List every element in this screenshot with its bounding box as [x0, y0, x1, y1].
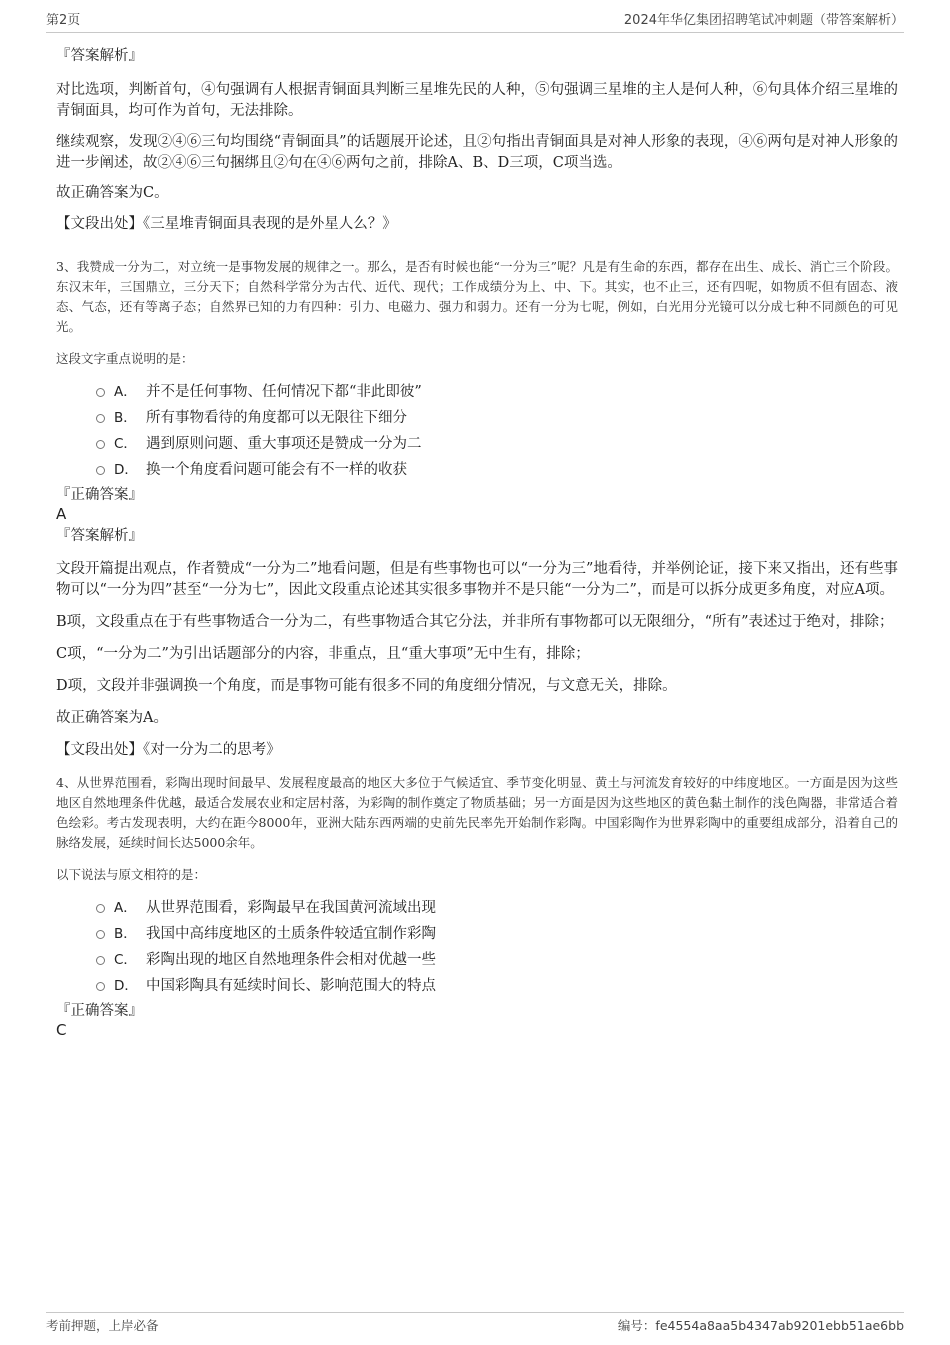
correct-answer-label: 『正确答案』 — [56, 1003, 143, 1019]
analysis-label: 『答案解析』 — [56, 528, 143, 544]
option-key: D． — [114, 462, 138, 478]
radio-icon[interactable] — [96, 956, 105, 965]
option-d[interactable] — [56, 457, 898, 483]
analysis-paragraph: 对比选项，判断首句，④句强调有人根据青铜面具判断三星堆先民的人种，⑤句强调三星堆的主人是何人种，⑥句具体介绍三星堆的青铜面具，均可作为首句，无法排除。 — [56, 82, 898, 119]
option-c[interactable] — [56, 431, 898, 457]
question-stem: 4、从世界范围看，彩陶出现时间最早、发展程度最高的地区大多位于气候适宜、季节变化明显、黄土与河流发育较好的中纬度地区。一方面是因为这些地区自然地理条件优越，最适合发展农业和定居村落，为彩陶的制作奠定了物质基础；另一方面是因为这些地区的黄色黏土制作的浅色陶器，非常适合着色绘彩。考古发现表明，大约在距今8000年，亚洲大陆东西两端的史前先民率先开始制作彩陶。中国彩陶作为世界彩陶中的重要组成部分，沿着自己的脉络发展，延续时间长达5000余年。 — [56, 775, 898, 850]
option-text: 从世界范围看，彩陶最早在我国黄河流域出现 — [146, 900, 436, 916]
analysis-label: 『答案解析』 — [56, 48, 143, 64]
analysis-conclusion: 故正确答案为C。 — [56, 185, 169, 201]
question-prompt: 以下说法与原文相符的是： — [56, 867, 207, 882]
page-header — [46, 14, 904, 33]
option-text: 并不是任何事物、任何情况下都“非此即彼” — [146, 384, 422, 400]
correct-answer-label: 『正确答案』 — [56, 487, 143, 503]
analysis-paragraph: B项，文段重点在于有些事物适合一分为二，有些事物适合其它分法，并非所有事物都可以无限细分，“所有”表述过于绝对，排除； — [56, 614, 894, 630]
correct-answer: C — [56, 1021, 67, 1039]
analysis-paragraph: 文段开篇提出观点，作者赞成“一分为二”地看问题，但是有些事物也可以“一分为三”地看待，并举例论证，接下来又指出，还有些事物可以“一分为四”甚至“一分为七”，因此文段重点论述其实很多事物并不是只能“一分为二”，而是可以拆分成更多角度，对应A项。 — [56, 561, 898, 598]
option-key: C． — [114, 436, 137, 452]
option-list — [56, 379, 898, 483]
option-key: B． — [114, 410, 137, 426]
document-body — [56, 46, 898, 1040]
document-title: 2024年华亿集团招聘笔试冲刺题（带答案解析） — [623, 13, 904, 28]
option-key: C． — [114, 952, 137, 968]
radio-icon[interactable] — [96, 904, 105, 913]
correct-answer: A — [56, 505, 67, 523]
option-key: A． — [114, 384, 137, 400]
radio-icon[interactable] — [96, 930, 105, 939]
radio-icon[interactable] — [96, 466, 105, 475]
question-prompt: 这段文字重点说明的是： — [56, 351, 194, 366]
analysis-paragraph: 继续观察，发现②④⑥三句均围绕“青铜面具”的话题展开论述，且②句指出青铜面具是对神人形象的表现，④⑥两句是对神人形象的进一步阐述，故②④⑥三句捆绑且②句在④⑥两句之前，排除A、B、D三项，C项当选。 — [56, 134, 898, 171]
option-key: B． — [114, 926, 137, 942]
option-key: A． — [114, 900, 137, 916]
footer-slogan: 考前押题，上岸必备 — [46, 1318, 159, 1333]
option-b[interactable] — [56, 921, 898, 947]
option-text: 遇到原则问题、重大事项还是赞成一分为二 — [146, 436, 422, 452]
option-a[interactable] — [56, 379, 898, 405]
analysis-conclusion: 故正确答案为A。 — [56, 710, 168, 726]
option-text: 彩陶出现的地区自然地理条件会相对优越一些 — [146, 952, 436, 968]
source-citation: 【文段出处】《对一分为二的思考》 — [56, 742, 281, 758]
radio-icon[interactable] — [96, 388, 105, 397]
option-key: D． — [114, 978, 138, 994]
option-d[interactable] — [56, 973, 898, 999]
analysis-paragraph: D项，文段并非强调换一个角度，而是事物可能有很多不同的角度细分情况，与文意无关，排除。 — [56, 678, 677, 694]
option-c[interactable] — [56, 947, 898, 973]
option-text: 中国彩陶具有延续时间长、影响范围大的特点 — [146, 978, 436, 994]
option-text: 换一个角度看问题可能会有不一样的收获 — [146, 462, 407, 478]
source-citation: 【文段出处】《三星堆青铜面具表现的是外星人么？》 — [56, 216, 397, 232]
option-text: 我国中高纬度地区的土质条件较适宜制作彩陶 — [146, 926, 436, 942]
radio-icon[interactable] — [96, 982, 105, 991]
option-b[interactable] — [56, 405, 898, 431]
page-number: 第2页 — [46, 13, 81, 28]
document-id: 编号：fe4554a8aa5b4347ab9201ebb51ae6bb — [617, 1318, 904, 1333]
analysis-paragraph: C项，“一分为二”为引出话题部分的内容，非重点，且“重大事项”无中生有，排除； — [56, 646, 590, 662]
option-a[interactable] — [56, 895, 898, 921]
page-footer — [46, 1312, 904, 1334]
option-text: 所有事物看待的角度都可以无限往下细分 — [146, 410, 407, 426]
radio-icon[interactable] — [96, 440, 105, 449]
question-stem: 3、我赞成一分为二，对立统一是事物发展的规律之一。那么，是否有时候也能“一分为三”呢？凡是有生命的东西，都存在出生、成长、消亡三个阶段。东汉末年，三国鼎立，三分天下；自然科学常分为古代、近代、现代；工作成绩分为上、中、下。其实，也不止三，还有四呢，如物质不但有固态、液态、气态，还有等离子态；自然界已知的力有四种：引力、电磁力、强力和弱力。还有一分为七呢，例如，白光用分光镜可以分成七种不同颜色的可见光。 — [56, 259, 898, 334]
option-list — [56, 895, 898, 999]
radio-icon[interactable] — [96, 414, 105, 423]
